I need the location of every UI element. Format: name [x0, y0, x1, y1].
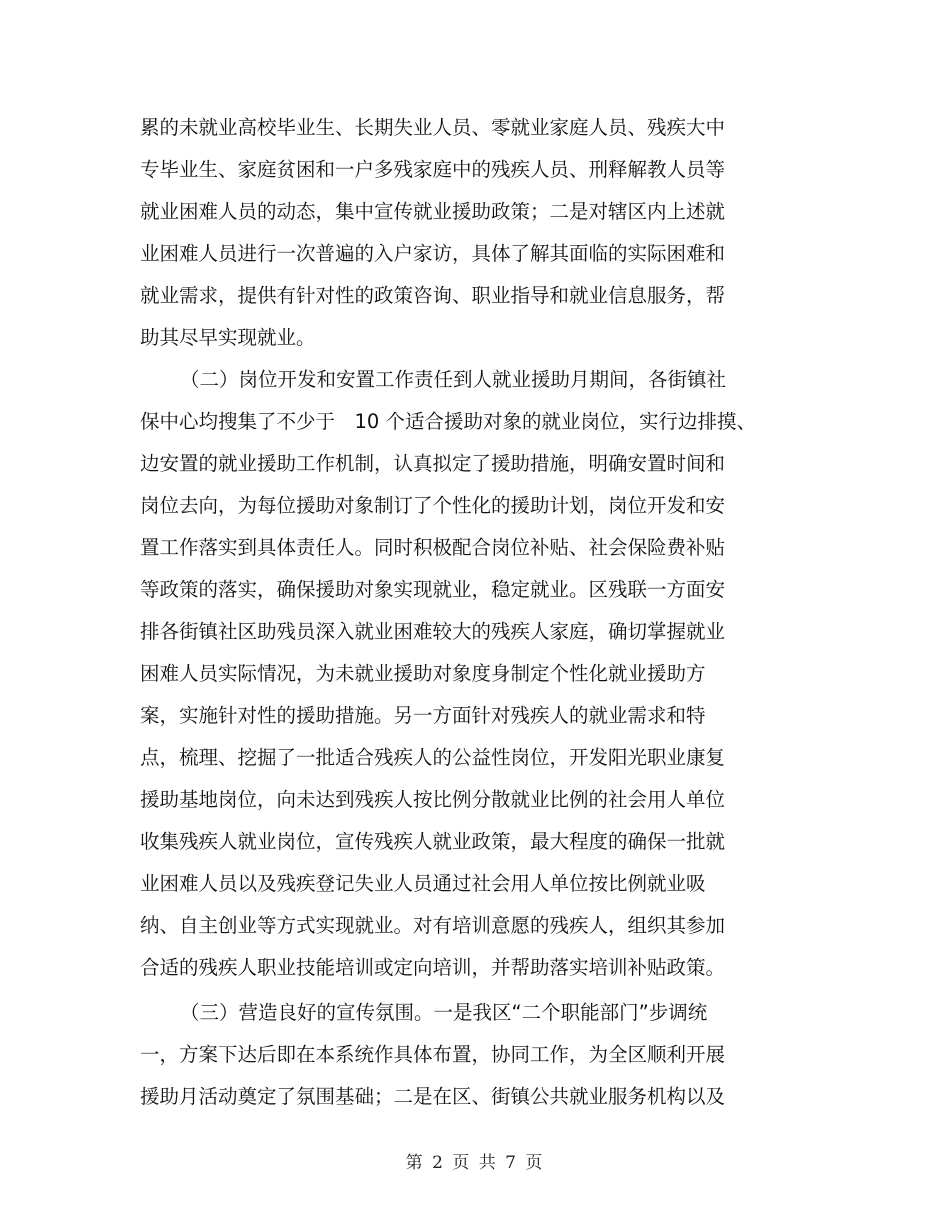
text-line: 收集残疾人就业岗位，宣传残疾人就业政策，最大程度的确保一批就	[140, 830, 726, 853]
text-line: 专毕业生、家庭贫困和一户多残家庭中的残疾人员、刑释解教人员等	[140, 158, 726, 181]
text-line: 置工作落实到具体责任人。同时积极配合岗位补贴、社会保险费补贴	[140, 536, 726, 559]
text-line: 合适的残疾人职业技能培训或定向培训，并帮助落实培训补贴政策。	[140, 956, 726, 979]
text-line: 累的未就业高校毕业生、长期失业人员、零就业家庭人员、残疾大中	[140, 116, 726, 139]
text-line: 点，梳理、挖掘了一批适合残疾人的公益性岗位，开发阳光职业康复	[140, 746, 726, 769]
text-line: 援助月活动奠定了氛围基础；二是在区、街镇公共就业服务机构以及	[140, 1085, 726, 1108]
page-number-footer: 第 2 页 共 7 页	[405, 1153, 545, 1173]
text-line: 援助基地岗位，向未达到残疾人按比例分散就业比例的社会用人单位	[140, 788, 726, 811]
text-line: 边安置的就业援助工作机制，认真拟定了援助措施，明确安置时间和	[140, 452, 726, 475]
paragraph-start-line: （二）岗位开发和安置工作责任到人就业援助月期间，各街镇社	[180, 368, 727, 391]
text-line: 困难人员实际情况，为未就业援助对象度身制定个性化就业援助方	[140, 662, 706, 685]
text-line: 纳、自主创业等方式实现就业。对有培训意愿的残疾人，组织其参加	[140, 914, 726, 937]
text-line: 排各街镇社区助残员深入就业困难较大的残疾人家庭，确切掌握就业	[140, 620, 726, 643]
text-line: 业困难人员以及残疾登记失业人员通过社会用人单位按比例就业吸	[140, 872, 706, 895]
text-line: 案，实施针对性的援助措施。另一方面针对残疾人的就业需求和特	[140, 704, 706, 727]
text-line: 等政策的落实，确保援助对象实现就业，稳定就业。区残联一方面安	[140, 578, 726, 601]
text-line: 就业需求，提供有针对性的政策咨询、职业指导和就业信息服务，帮	[140, 284, 726, 307]
text-line: 一，方案下达后即在本系统作具体布置，协同工作，为全区顺利开展	[140, 1043, 726, 1066]
text-line: 助其尽早实现就业。	[140, 326, 316, 349]
text-line: 保中心均搜集了不少于 10 个适合援助对象的就业岗位，实行边排摸、	[140, 410, 757, 433]
text-line: 岗位去向，为每位援助对象制订了个性化的援助计划，岗位开发和安	[140, 494, 726, 517]
paragraph-start-line: （三）营造良好的宣传氛围。一是我区“二个职能部门”步调统	[180, 1001, 708, 1024]
text-line: 就业困难人员的动态，集中宣传就业援助政策；二是对辖区内上述就	[140, 200, 726, 223]
text-line: 业困难人员进行一次普遍的入户家访，具体了解其面临的实际困难和	[140, 242, 726, 265]
